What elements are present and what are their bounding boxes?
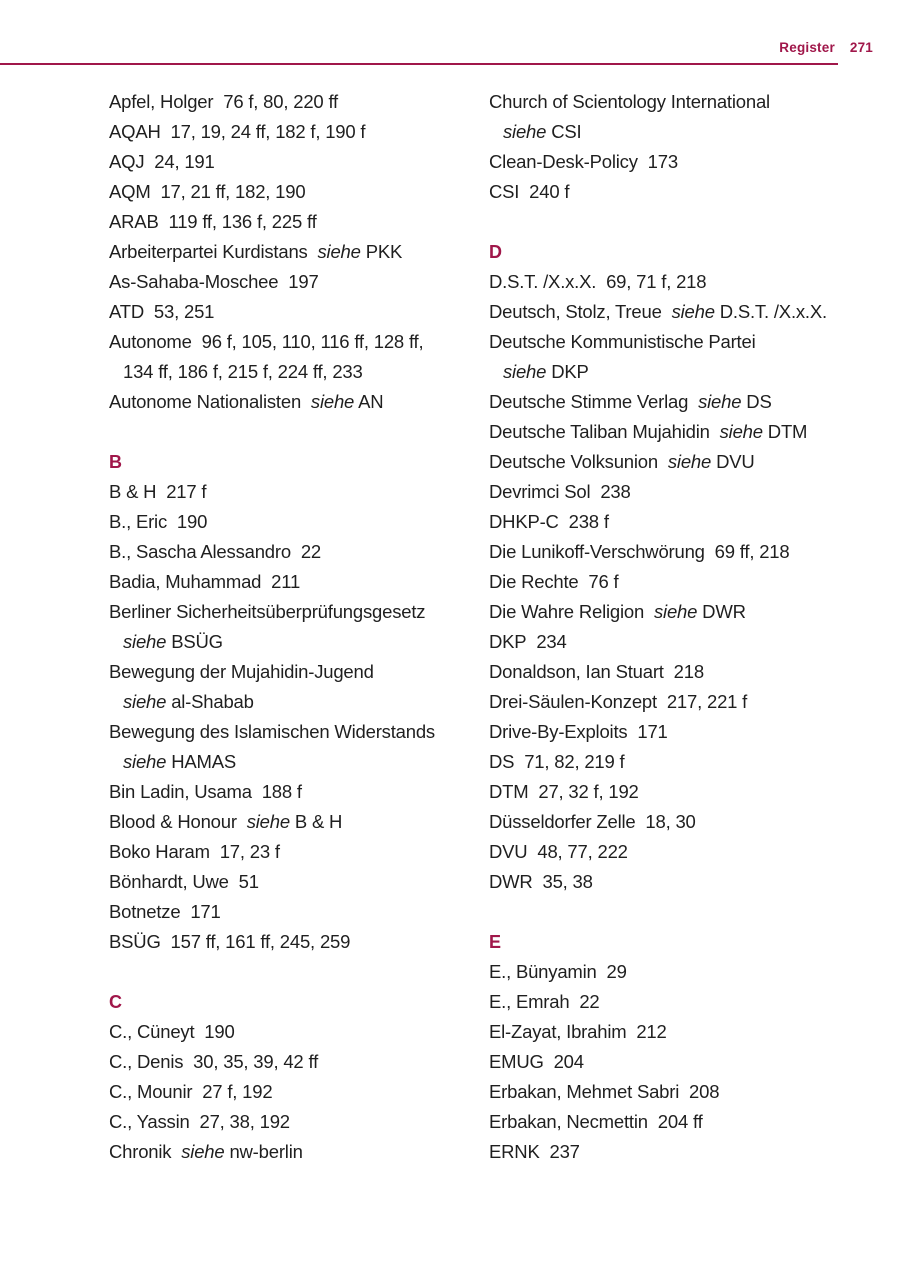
see-label: siehe	[653, 601, 698, 622]
index-entry	[489, 627, 889, 657]
entry-term: Bewegung des Islamischen Widerstands	[109, 721, 435, 742]
header-rule	[0, 63, 838, 65]
entry-continuation: 134 ff, 186 f, 215 f, 224 ff, 233	[123, 361, 363, 382]
index-entry	[109, 897, 479, 927]
entry-pages: 204 ff	[657, 1111, 703, 1132]
entry-term: Berliner Sicherheitsüberprüfungsgesetz	[109, 601, 426, 622]
index-entry	[489, 1017, 889, 1047]
entry-pages: 119 ff, 136 f, 225 ff	[168, 211, 317, 232]
entry-term: Drive-By-Exploits	[489, 721, 628, 742]
see-target: nw-berlin	[229, 1141, 303, 1162]
entry-pages: 27, 32 f, 192	[538, 781, 639, 802]
section-letter: C	[109, 992, 122, 1012]
entry-term: Autonome Nationalisten	[109, 391, 302, 412]
index-entry	[109, 327, 479, 357]
section-spacer	[489, 207, 889, 237]
index-entry	[489, 1137, 889, 1167]
index-entry	[489, 837, 889, 867]
entry-term: D.S.T. /X.x.X.	[489, 271, 597, 292]
index-column-right	[489, 87, 889, 1167]
entry-term: Apfel, Holger	[109, 91, 214, 112]
index-entry	[489, 177, 889, 207]
index-entry	[109, 657, 479, 687]
entry-pages: 217 f	[166, 481, 207, 502]
see-label: siehe	[246, 811, 290, 832]
index-entry	[109, 837, 479, 867]
entry-pages: 238 f	[568, 511, 609, 532]
see-label: siehe	[667, 451, 712, 472]
entry-pages: 204	[553, 1051, 584, 1072]
entry-term: AQAH	[109, 121, 161, 142]
index-entry	[489, 867, 889, 897]
index-entry	[109, 1107, 479, 1137]
index-entry	[489, 987, 889, 1017]
index-entry	[489, 507, 889, 537]
entry-pages: 96 f, 105, 110, 116 ff, 128 ff,	[201, 331, 424, 352]
entry-term: ERNK	[489, 1141, 540, 1162]
entry-pages: 71, 82, 219 f	[524, 751, 625, 772]
entry-continuation-cross-reference	[109, 627, 479, 657]
entry-pages: 17, 23 f	[219, 841, 280, 862]
see-target: AN	[358, 391, 384, 412]
see-target: PKK	[365, 241, 403, 262]
index-entry	[489, 147, 889, 177]
entry-term: Donaldson, Ian Stuart	[489, 661, 664, 682]
entry-pages: 51	[238, 871, 259, 892]
index-entry-cross-reference	[489, 447, 889, 477]
section-letter: D	[489, 242, 502, 262]
see-label: siehe	[317, 241, 361, 262]
entry-pages: 197	[288, 271, 319, 292]
entry-term: Devrimci Sol	[489, 481, 591, 502]
see-target: D.S.T. /X.x.X.	[719, 301, 827, 322]
entry-term: DVU	[489, 841, 528, 862]
entry-term: Chronik	[109, 1141, 172, 1162]
see-target: DVU	[716, 451, 755, 472]
entry-term: Düsseldorfer Zelle	[489, 811, 636, 832]
page-number: 271	[849, 40, 873, 55]
index-entry	[109, 177, 479, 207]
entry-pages: 27 f, 192	[202, 1081, 273, 1102]
index-entry	[109, 507, 479, 537]
entry-term: C., Yassin	[109, 1111, 190, 1132]
index-entry	[489, 1107, 889, 1137]
entry-term: C., Mounir	[109, 1081, 193, 1102]
index-entry-cross-reference	[489, 297, 889, 327]
entry-pages: 22	[300, 541, 322, 562]
entry-pages: 190	[204, 1021, 235, 1042]
entry-term: DHKP-C	[489, 511, 559, 532]
index-entry	[489, 327, 889, 357]
index-entry	[489, 807, 889, 837]
entry-term: ATD	[109, 301, 145, 322]
entry-term: Deutsche Kommunistische Partei	[489, 331, 756, 352]
entry-pages: 237	[549, 1141, 580, 1162]
entry-term: Blood & Honour	[109, 811, 237, 832]
see-label: siehe	[671, 301, 715, 322]
index-entry	[109, 927, 479, 957]
entry-term: Deutsche Taliban Mujahidin	[489, 421, 710, 442]
entry-pages: 157 ff, 161 ff, 245, 259	[170, 931, 351, 952]
entry-pages: 171	[637, 721, 668, 742]
entry-term: Badia, Muhammad	[109, 571, 262, 592]
entry-pages: 188 f	[261, 781, 302, 802]
entry-term: DTM	[489, 781, 529, 802]
entry-term: DKP	[489, 631, 527, 652]
entry-term: E., Bünyamin	[489, 961, 597, 982]
index-entry	[489, 477, 889, 507]
entry-pages: 18, 30	[645, 811, 696, 832]
entry-term: E., Emrah	[489, 991, 570, 1012]
entry-pages: 27, 38, 192	[199, 1111, 290, 1132]
index-entry-cross-reference	[109, 387, 479, 417]
entry-term: AQJ	[109, 151, 145, 172]
entry-term: Boko Haram	[109, 841, 210, 862]
section-spacer	[489, 897, 889, 927]
section-letter: E	[489, 932, 501, 952]
index-entry	[489, 537, 889, 567]
index-entry	[489, 777, 889, 807]
entry-term: B & H	[109, 481, 157, 502]
index-entry	[109, 87, 479, 117]
index-entry	[109, 777, 479, 807]
entry-pages: 22	[579, 991, 600, 1012]
see-target: CSI	[551, 121, 582, 142]
entry-term: Drei-Säulen-Konzept	[489, 691, 657, 712]
index-entry	[109, 717, 479, 747]
index-entry	[109, 297, 479, 327]
entry-term: Church of Scientology International	[489, 91, 770, 112]
entry-pages: 212	[636, 1021, 667, 1042]
entry-pages: 24, 191	[154, 151, 215, 172]
index-entry	[489, 1077, 889, 1107]
entry-term: C., Cüneyt	[109, 1021, 195, 1042]
entry-term: DWR	[489, 871, 533, 892]
index-entry	[109, 117, 479, 147]
see-target: DTM	[767, 421, 808, 442]
index-entry	[489, 957, 889, 987]
entry-pages: 48, 77, 222	[537, 841, 628, 862]
see-label: siehe	[123, 691, 167, 712]
see-target: B & H	[294, 811, 343, 832]
entry-term: As-Sahaba-Moschee	[109, 271, 279, 292]
index-entry-cross-reference	[109, 807, 479, 837]
entry-term: Deutsche Volksunion	[489, 451, 658, 472]
entry-term: Die Lunikoff-Verschwörung	[489, 541, 705, 562]
index-entry	[489, 687, 889, 717]
index-entry	[109, 1047, 479, 1077]
entry-continuation-cross-reference	[489, 117, 889, 147]
index-entry	[489, 747, 889, 777]
see-label: siehe	[181, 1141, 225, 1162]
index-entry-cross-reference	[489, 597, 889, 627]
see-target: al-Shabab	[171, 691, 254, 712]
see-label: siehe	[310, 391, 355, 412]
see-label: siehe	[503, 121, 547, 142]
entry-term: ARAB	[109, 211, 159, 232]
index-entry	[489, 87, 889, 117]
section-spacer	[109, 417, 479, 447]
see-label: siehe	[123, 751, 167, 772]
entry-pages: 211	[271, 571, 301, 592]
header-title: Register	[779, 40, 835, 55]
index-entry-cross-reference	[489, 387, 889, 417]
index-entry	[489, 1047, 889, 1077]
index-column-left	[109, 87, 479, 1167]
entry-term: DS	[489, 751, 515, 772]
entry-pages: 69 ff, 218	[714, 541, 790, 562]
see-target: DS	[746, 391, 772, 412]
entry-pages: 208	[689, 1081, 720, 1102]
entry-term: El-Zayat, Ibrahim	[489, 1021, 627, 1042]
entry-term: B., Sascha Alessandro	[109, 541, 291, 562]
index-entry-cross-reference	[489, 417, 889, 447]
entry-pages: 217, 221 f	[666, 691, 748, 712]
entry-term: Die Rechte	[489, 571, 579, 592]
entry-pages: 17, 21 ff, 182, 190	[160, 181, 306, 202]
see-target: HAMAS	[171, 751, 236, 772]
entry-term: Erbakan, Mehmet Sabri	[489, 1081, 680, 1102]
entry-pages: 53, 251	[153, 301, 215, 322]
entry-term: Deutsche Stimme Verlag	[489, 391, 689, 412]
entry-continuation-cross-reference	[109, 747, 479, 777]
index-entry	[489, 267, 889, 297]
entry-continuation-cross-reference	[109, 687, 479, 717]
entry-term: Botnetze	[109, 901, 181, 922]
entry-pages: 218	[673, 661, 704, 682]
entry-term: AQM	[109, 181, 151, 202]
index-entry	[109, 1017, 479, 1047]
index-entry-cross-reference	[109, 237, 479, 267]
entry-pages: 173	[647, 151, 678, 172]
index-entry	[489, 567, 889, 597]
entry-term: Die Wahre Religion	[489, 601, 645, 622]
index-entry	[109, 567, 479, 597]
entry-term: B., Eric	[109, 511, 168, 532]
entry-term: Bewegung der Mujahidin-Jugend	[109, 661, 374, 682]
entry-pages: 190	[176, 511, 208, 532]
index-entry	[109, 477, 479, 507]
entry-term: Deutsch, Stolz, Treue	[489, 301, 662, 322]
see-label: siehe	[123, 631, 167, 652]
entry-term: Clean-Desk-Policy	[489, 151, 638, 172]
entry-pages: 76 f	[588, 571, 619, 592]
entry-term: Erbakan, Necmettin	[489, 1111, 648, 1132]
entry-pages: 35, 38	[542, 871, 593, 892]
section-spacer	[109, 957, 479, 987]
index-entry-cross-reference	[109, 1137, 479, 1167]
entry-term: BSÜG	[109, 931, 161, 952]
see-label: siehe	[719, 421, 763, 442]
index-entry	[109, 597, 479, 627]
index-entry	[489, 717, 889, 747]
running-header	[779, 40, 873, 55]
index-entry	[109, 867, 479, 897]
entry-pages: 17, 19, 24 ff, 182 f, 190 f	[170, 121, 366, 142]
entry-pages: 76 f, 80, 220 ff	[223, 91, 338, 112]
entry-term: Bin Ladin, Usama	[109, 781, 252, 802]
entry-term: C., Denis	[109, 1051, 184, 1072]
entry-term: EMUG	[489, 1051, 544, 1072]
see-label: siehe	[698, 391, 742, 412]
entry-pages: 238	[600, 481, 631, 502]
entry-term: Arbeiterpartei Kurdistans	[109, 241, 308, 262]
entry-continuation-cross-reference	[489, 357, 889, 387]
see-target: DWR	[702, 601, 746, 622]
entry-pages: 29	[606, 961, 627, 982]
see-target: DKP	[551, 361, 589, 382]
see-label: siehe	[503, 361, 547, 382]
entry-pages: 234	[536, 631, 567, 652]
index-entry	[109, 147, 479, 177]
index-entry	[109, 267, 479, 297]
index-entry	[109, 207, 479, 237]
entry-pages: 240 f	[529, 181, 570, 202]
entry-term: Bönhardt, Uwe	[109, 871, 229, 892]
index-entry	[109, 1077, 479, 1107]
entry-pages: 171	[190, 901, 221, 922]
entry-term: CSI	[489, 181, 520, 202]
see-target: BSÜG	[171, 631, 223, 652]
index-entry	[109, 537, 479, 567]
entry-pages: 69, 71 f, 218	[606, 271, 707, 292]
entry-term: Autonome	[109, 331, 192, 352]
index-entry	[489, 657, 889, 687]
entry-pages: 30, 35, 39, 42 ff	[193, 1051, 319, 1072]
section-letter: B	[109, 452, 122, 472]
